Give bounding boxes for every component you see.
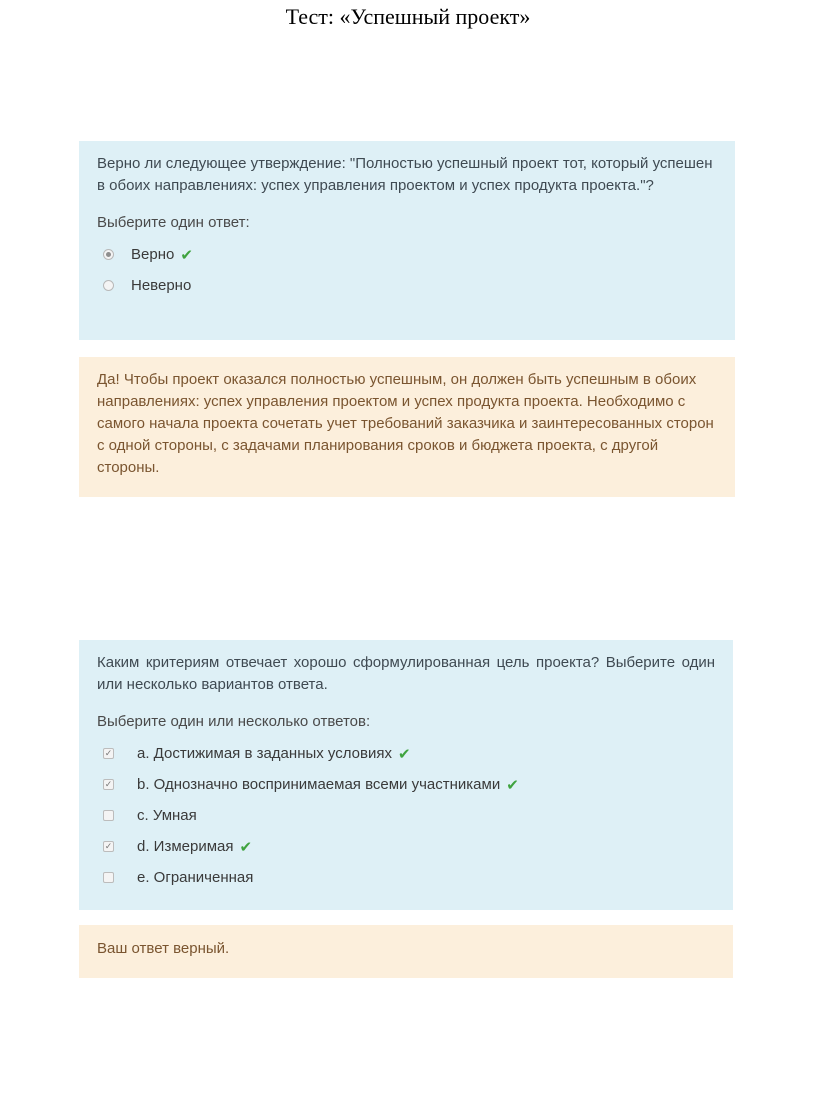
answer-label-false: Неверно bbox=[131, 277, 192, 294]
answer-label-a: a. Достижимая в заданных условиях bbox=[137, 745, 392, 762]
feedback-1-card bbox=[79, 357, 735, 497]
question-2-answers bbox=[97, 738, 715, 893]
check-icon: ✔ bbox=[398, 745, 411, 763]
radio-button-false[interactable] bbox=[97, 280, 121, 291]
checkbox-e[interactable] bbox=[97, 872, 121, 883]
question-2-text: Каким критериям отвечает хорошо сформулированная цель проекта? Выберите один или несколько вариантов ответа. bbox=[97, 654, 715, 693]
answer-option-b[interactable] bbox=[97, 769, 715, 800]
question-2-prompt: Выберите один или несколько ответов: bbox=[97, 713, 371, 730]
question-2-card bbox=[79, 640, 733, 910]
checkbox-a[interactable]: ✓ bbox=[104, 748, 113, 758]
check-icon: ✔ bbox=[506, 776, 519, 794]
answer-option-false[interactable] bbox=[97, 270, 717, 301]
radio-button-true[interactable] bbox=[97, 249, 121, 260]
document-title: Тест: «Успешный проект» bbox=[285, 4, 531, 29]
feedback-2-card bbox=[79, 925, 733, 978]
feedback-2-text: Ваш ответ верный. bbox=[97, 940, 230, 957]
question-1-card bbox=[79, 141, 735, 340]
answer-option-c[interactable] bbox=[97, 800, 715, 831]
answer-label-b: b. Однозначно воспринимаемая всеми участниками bbox=[137, 776, 501, 793]
answer-option-d[interactable] bbox=[97, 831, 715, 862]
question-1-prompt: Выберите один ответ: bbox=[97, 214, 250, 231]
answer-option-a[interactable] bbox=[97, 738, 715, 769]
question-1-text: Верно ли следующее утверждение: "Полностью успешный проект тот, который успешен в обоих направлениях: успех управления проектом и успех продукта проекта."? bbox=[97, 155, 713, 194]
answer-label-d: d. Измеримая bbox=[137, 838, 234, 855]
answer-option-true[interactable] bbox=[97, 239, 717, 270]
answer-option-e[interactable] bbox=[97, 862, 715, 893]
checkbox-d[interactable]: ✓ bbox=[104, 841, 113, 851]
checkbox-b[interactable]: ✓ bbox=[104, 779, 113, 789]
feedback-1-text: Да! Чтобы проект оказался полностью успешным, он должен быть успешным в обоих направлениях: успех управления проектом и успех продукта проекта. Необходимо с самого начала проекта сочетать учет требований заказчика и заинтересованных сторон с одной стороны, с задачами планирования сроков и бюджета проекта, с другой стороны. bbox=[97, 371, 714, 476]
answer-label-true: Верно bbox=[131, 246, 175, 263]
question-1-answers bbox=[97, 239, 717, 301]
check-icon: ✔ bbox=[180, 246, 193, 264]
checkbox-c[interactable] bbox=[97, 810, 121, 821]
check-icon: ✔ bbox=[239, 838, 253, 856]
answer-label-c: c. Умная bbox=[137, 807, 197, 824]
answer-label-e: e. Ограниченная bbox=[137, 869, 254, 886]
